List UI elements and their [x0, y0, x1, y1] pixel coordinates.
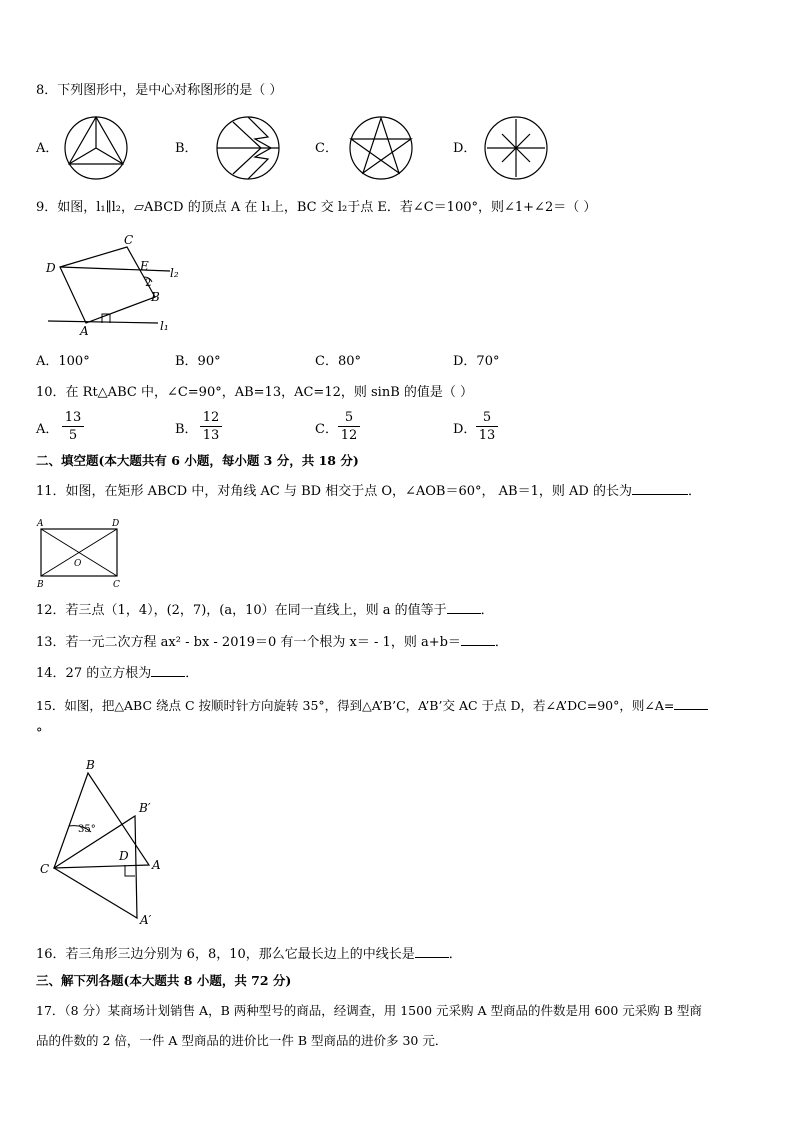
q9-label-c: C [124, 233, 134, 247]
q8-option-b-label: B． [175, 141, 198, 156]
q10-option-b-label: B． [175, 422, 198, 437]
q10-a-numerator: 13 [64, 410, 82, 425]
q9-option-c: C．80° [315, 354, 361, 369]
section-3-heading: 三、解下列各题(本大题共 8 小题，共 72 分) [36, 973, 292, 988]
q15-label-bprime: B′ [139, 801, 151, 815]
q9-label-a: A [80, 324, 89, 338]
q15-label-a: A [152, 858, 161, 872]
question-12 [36, 603, 494, 619]
q15-answer-blank[interactable] [674, 709, 708, 710]
q11-label-c: C [113, 580, 120, 590]
q11-label-o: O [74, 559, 82, 569]
q9-label-l2: l₂ [170, 266, 179, 280]
q15-label-aprime: A′ [140, 913, 152, 926]
q14-answer-blank[interactable] [151, 676, 185, 677]
q9-option-a: A．100° [36, 354, 90, 369]
q9-label-b: B [151, 290, 160, 304]
q14-end: ． [185, 666, 199, 681]
q15-label-c: C [40, 862, 50, 876]
q10-b-denominator: 13 [202, 428, 220, 443]
question-10-stem: 10．在 Rt△ABC 中，∠C=90°，AB=13，AC=12，则 sinB 的值是（ ） [36, 385, 474, 400]
q8-figure-b [215, 115, 281, 181]
question-14 [36, 666, 198, 682]
q10-d-denominator: 13 [478, 428, 496, 443]
q8-option-a-label: A． [36, 141, 59, 156]
q11-end: ． [687, 484, 701, 499]
q9-option-b: B．90° [175, 354, 221, 369]
q8-figure-c [348, 115, 414, 181]
q10-c-denominator: 12 [340, 428, 358, 443]
q8-option-d-label: D． [453, 141, 477, 156]
q10-option-a-label: A． [36, 422, 59, 437]
q11-answer-blank[interactable] [632, 494, 688, 495]
question-17-line-2: 品的件数的 2 倍，一件 A 型商品的进价比一件 B 型商品的进价多 30 元． [36, 1033, 448, 1048]
q10-option-c-label: C． [315, 422, 338, 437]
q11-label-a: A [37, 519, 44, 529]
q9-option-d: D．70° [453, 354, 500, 369]
question-17-line-1: 17．（8 分）某商场计划销售 A，B 两种型号的商品，经调查，用 1500 元采购 A 型商品的件数是用 600 元采购 B 型商 [36, 1003, 702, 1018]
question-16-stem: 16．若三角形三边分别为 6，8，10，那么它最长边上的中线长是 [36, 947, 415, 962]
q8-option-c-label: C． [315, 141, 338, 156]
question-13-stem: 13．若一元二次方程 ax² - bx - 2019＝0 有一个根为 x＝ - 1，则 a+b＝ [36, 635, 461, 650]
q16-answer-blank[interactable] [415, 957, 449, 958]
q8-figure-d [483, 115, 549, 181]
q10-option-a-fraction [62, 410, 84, 443]
question-9-stem: 9．如图，l₁∥l₂，▱ABCD 的顶点 A 在 l₁上，BC 交 l₂于点 E．若∠C＝100°，则∠1+∠2＝（ ） [36, 200, 597, 215]
q8-figure-a [63, 115, 129, 181]
q15-label-d: D [119, 849, 129, 863]
question-14-stem: 14．27 的立方根为 [36, 666, 152, 681]
q9-label-e: E [140, 259, 149, 273]
question-11-stem: 11．如图，在矩形 ABCD 中，对角线 AC 与 BD 相交于点 O，∠AOB＝60°， AB＝1，则 AD 的长为 [36, 484, 632, 499]
section-2-heading: 二、填空题(本大题共有 6 小题，每小题 3 分，共 18 分) [36, 453, 359, 468]
q10-b-numerator: 12 [202, 410, 220, 425]
q12-end: ． [480, 603, 494, 618]
question-13 [36, 635, 508, 651]
q16-end: ． [448, 947, 462, 962]
q10-a-denominator: 5 [68, 428, 78, 443]
q9-figure [40, 230, 190, 340]
question-8-stem: 8．下列图形中，是中心对称图形的是（ ） [36, 83, 283, 98]
question-15 [36, 698, 708, 714]
q10-c-numerator: 5 [344, 410, 354, 425]
question-15-stem: 15．如图，把△ABC 绕点 C 按顺时针方向旋转 35°，得到△A’B’C，A’B’交 AC 于点 D，若∠A’DC=90°，则∠A= [36, 698, 675, 713]
q9-label-2: 2 [145, 278, 152, 289]
q9-label-l1: l₁ [160, 319, 169, 333]
q11-label-b: B [37, 580, 44, 590]
q10-option-c-fraction [338, 410, 360, 443]
q13-answer-blank[interactable] [461, 645, 495, 646]
q10-d-numerator: 5 [482, 410, 492, 425]
q11-rectangle-figure [36, 516, 126, 592]
q13-end: ． [494, 635, 508, 650]
q10-option-d-fraction [476, 410, 498, 443]
q10-option-d-label: D． [453, 422, 477, 437]
question-11 [36, 484, 701, 500]
q15-degree-continuation: ° [36, 726, 43, 741]
question-12-stem: 12．若三点（1，4），(2，7)，(a，10）在同一直线上，则 a 的值等于 [36, 603, 447, 618]
q12-answer-blank[interactable] [447, 613, 481, 614]
q15-label-35deg: 35° [78, 824, 96, 835]
q15-triangle-figure [36, 756, 166, 926]
q15-label-b: B [86, 758, 95, 772]
q9-label-d: D [46, 261, 56, 275]
q11-label-d: D [112, 519, 120, 529]
question-16 [36, 947, 462, 963]
q10-option-b-fraction [200, 410, 222, 443]
